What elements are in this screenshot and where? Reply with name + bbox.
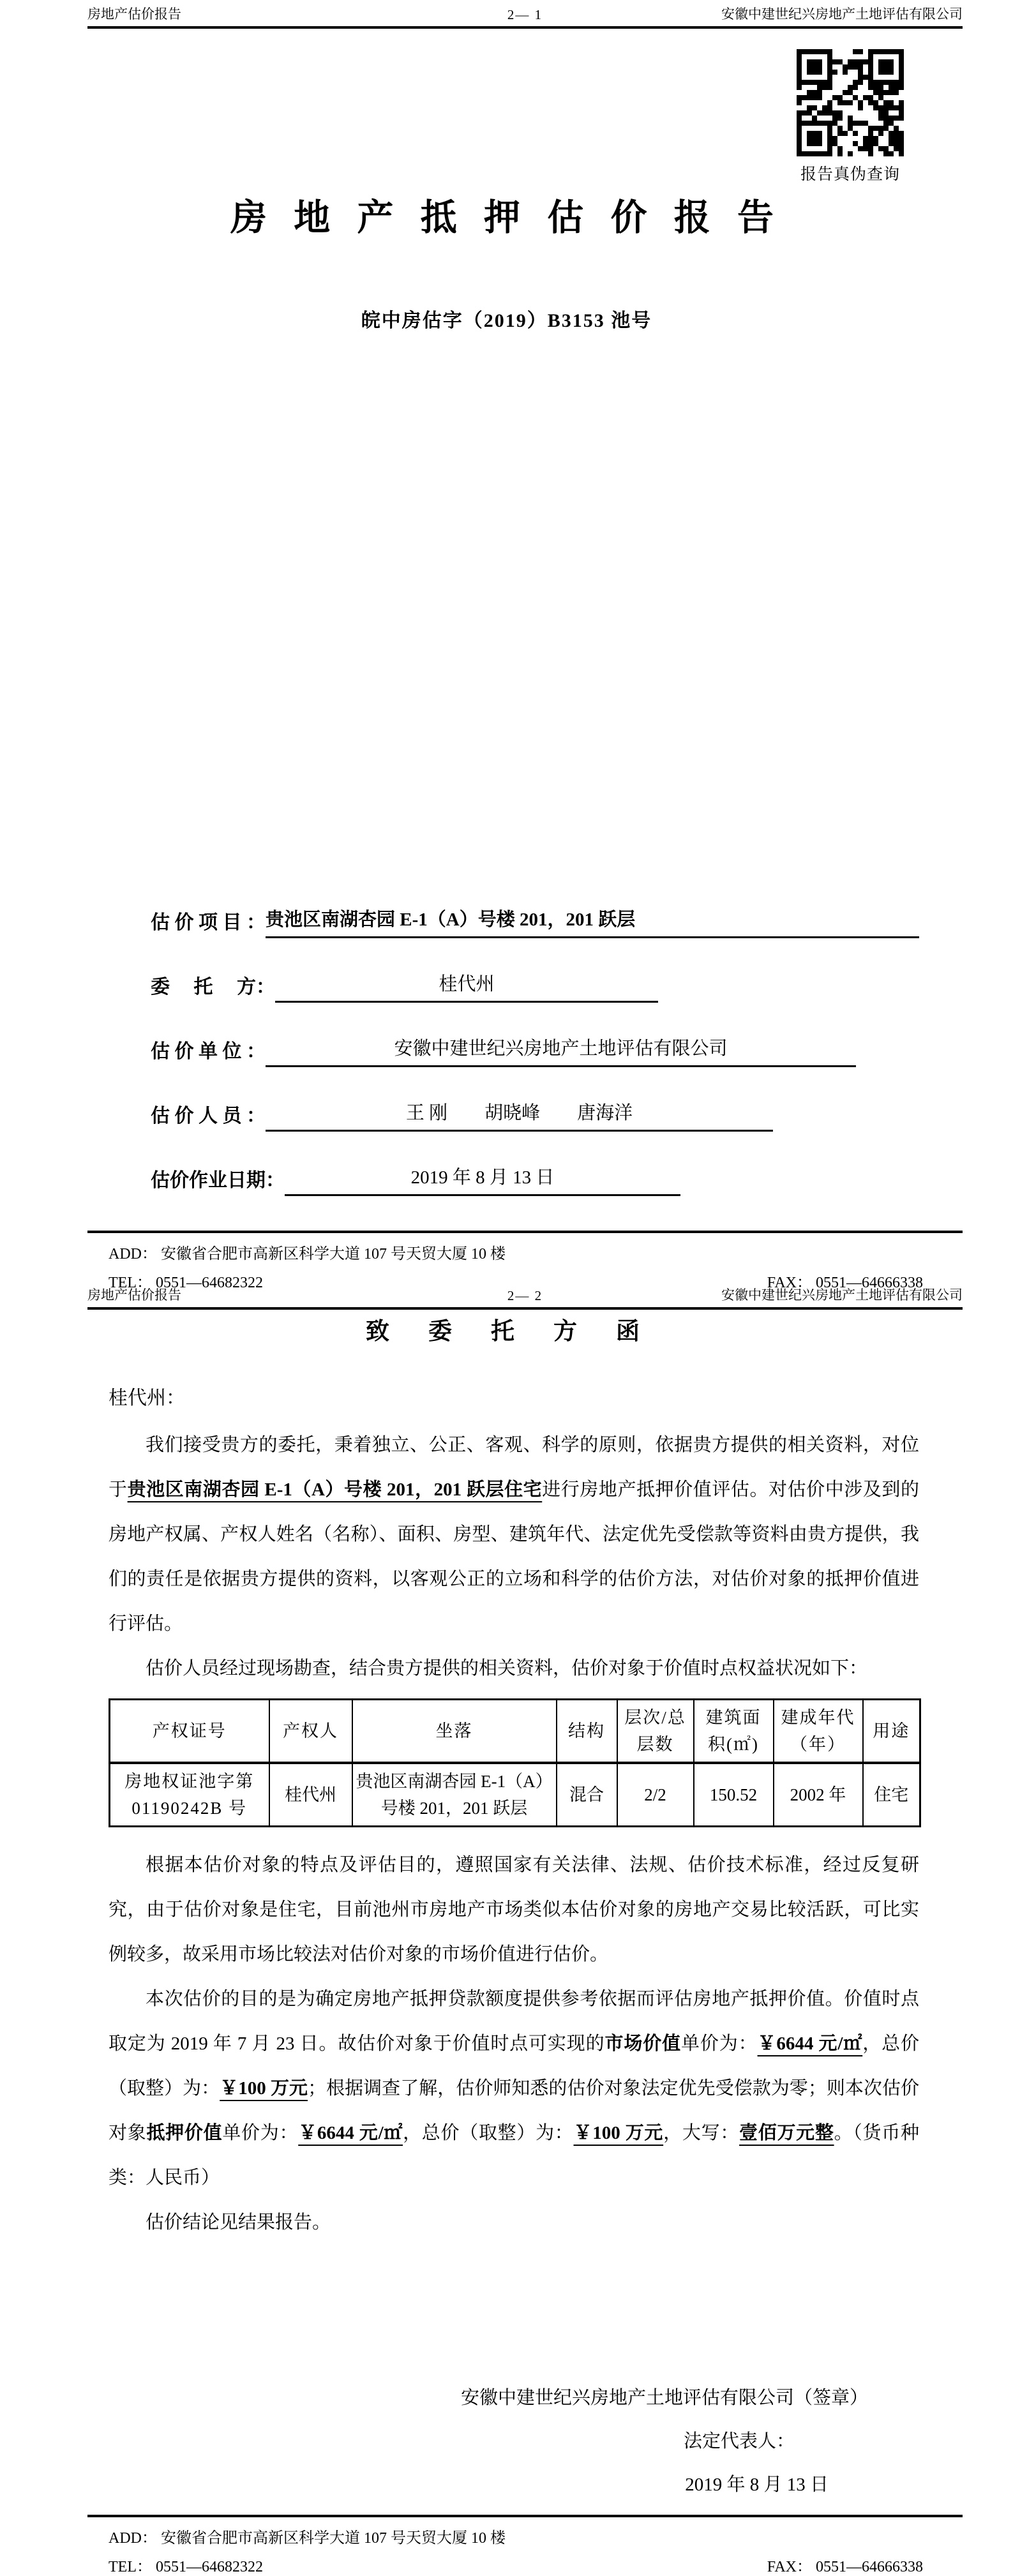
cover-fields [151, 874, 919, 1196]
page-footer [87, 2515, 963, 2576]
letter-body [109, 1423, 919, 2245]
cell-floor: 2/2 [617, 1763, 694, 1827]
cell-area: 150.52 [694, 1763, 774, 1827]
field-label: 估 价 人 员 ： [151, 1105, 266, 1127]
signature-legal-rep: 法定代表人： [683, 2431, 795, 2452]
cell-location: 贵池区南湖杏园 E-1（A）号楼 201，201 跃层 [352, 1763, 557, 1827]
header-doc-title: 房地产估价报告 [87, 1287, 181, 1303]
table-row [110, 1763, 920, 1827]
signature-company: 安徽中建世纪兴房地产土地评估有限公司（签章） [460, 2388, 868, 2408]
cell-cert-no: 房地权证池字第 01190242B 号 [110, 1763, 269, 1827]
salutation: 桂代州： [109, 1388, 185, 1409]
market-value-label: 市场价值 [604, 2033, 682, 2054]
qr-code-icon [797, 49, 904, 156]
market-unit-price: ￥6644 元/㎡ [757, 2033, 863, 2054]
header-company-name: 安徽中建世纪兴房地产土地评估有限公司 [721, 6, 963, 22]
field-agency [151, 1003, 919, 1067]
footer-tel: TEL： 0551—64682322 [109, 2559, 263, 2575]
total-price-in-words: 壹佰万元整 [739, 2123, 834, 2143]
page-header [87, 4, 963, 29]
paragraph-3: 根据本估价对象的特点及评估目的，遵照国家有关法律、法规、估价技术标准，经过反复研究，由于估价对象是住宅，目前池州市房地产市场类似本估价对象的房地产交易比较活跃，可比实例较多，故采用市场比较法对估价对象的市场价值进行估价。 [109, 1855, 919, 1965]
col-location: 坐落 [352, 1700, 557, 1764]
letter-title: 致 委 托 方 函 [366, 1319, 647, 1345]
col-cert-no: 产权证号 [110, 1700, 269, 1764]
field-label: 估 价 项 目 ： [151, 912, 266, 933]
col-floor: 层次/总层数 [617, 1700, 694, 1764]
report-number: 皖中房估字（2019）B3153 池号 [361, 310, 652, 331]
footer-fax: FAX： 0551—64666338 [767, 1275, 923, 1291]
paragraph-2: 估价人员经过现场勘查，结合贵方提供的相关资料，估价对象于价值时点权益状况如下： [146, 1658, 868, 1679]
field-value: 王 刚 胡晓峰 唐海洋 [266, 1098, 773, 1132]
paragraph-5: 估价结论见结果报告。 [146, 2212, 331, 2233]
field-label: 估 价 单 位 ： [151, 1041, 266, 1062]
mortgage-total-price: ￥100 万元 [573, 2123, 664, 2143]
field-client [151, 938, 919, 1003]
report-title: 房 地 产 抵 押 估 价 报 告 [230, 198, 783, 238]
field-value: 贵池区南湖杏园 E-1（A）号楼 201，201 跃层 [266, 905, 919, 938]
market-total-price: ￥100 万元 [220, 2078, 308, 2099]
subject-property-bold: 贵池区南湖杏园 E-1（A）号楼 201，201 跃层住宅 [127, 1479, 543, 1500]
paragraph-4: 本次估价的目的是为确定房地产抵押贷款额度提供参考依据而评估房地产抵押价值。价值时点取定为 2019 年 7 月 23 日。故估价对象于价值时点可实现的市场价值单价为：￥6644 元/㎡，总价（取整）为：￥100 万元；根据调查了解，估价师知悉的估价对象法定优先受偿款为零；则本次估价对象抵押价值单价为：￥6644 元/㎡，总价（取整）为：￥100 万元，大写：壹佰万元整。（货币种类：人民币） [109, 1989, 919, 2188]
field-value: 桂代州 [275, 970, 658, 1003]
footer-address: ADD： 安徽省合肥市高新区科学大道 107 号天贸大厦 10 楼 [109, 1246, 506, 1262]
mortgage-unit-price: ￥6644 元/㎡ [298, 2123, 403, 2143]
header-page-number: 2— 2 [507, 1288, 543, 1303]
cell-use: 住宅 [863, 1763, 920, 1827]
field-work-date [151, 1132, 919, 1196]
header-page-number: 2— 1 [507, 7, 543, 22]
letter-page [0, 1281, 1013, 2575]
col-structure: 结构 [557, 1700, 617, 1764]
mortgage-value-label: 抵押价值 [146, 2123, 223, 2143]
field-label: 委 托 方： [151, 977, 275, 998]
field-project [151, 874, 919, 938]
qr-block [790, 49, 911, 184]
header-company-name: 安徽中建世纪兴房地产土地评估有限公司 [721, 1287, 963, 1303]
footer-address: ADD： 安徽省合肥市高新区科学大道 107 号天贸大厦 10 楼 [109, 2530, 506, 2547]
header-doc-title: 房地产估价报告 [87, 6, 181, 22]
cell-year-built: 2002 年 [774, 1763, 863, 1827]
footer-fax: FAX： 0551—64666338 [767, 2559, 923, 2575]
col-area: 建筑面积(㎡) [694, 1700, 774, 1764]
col-owner: 产权人 [269, 1700, 352, 1764]
field-value: 安徽中建世纪兴房地产土地评估有限公司 [266, 1034, 856, 1067]
cell-structure: 混合 [557, 1763, 617, 1827]
field-value: 2019 年 8 月 13 日 [285, 1163, 680, 1196]
table-header-row [110, 1700, 920, 1764]
field-label: 估价作业日期： [151, 1170, 285, 1191]
signature-block [0, 2376, 1013, 2506]
qr-caption: 报告真伪查询 [800, 166, 900, 183]
col-use: 用途 [863, 1700, 920, 1764]
property-rights-table [109, 1698, 921, 1827]
footer-tel: TEL： 0551—64682322 [109, 1275, 263, 1291]
col-year-built: 建成年代（年） [774, 1700, 863, 1764]
field-appraisers [151, 1067, 919, 1132]
cell-owner: 桂代州 [269, 1763, 352, 1827]
paragraph-1: 我们接受贵方的委托，秉着独立、公正、客观、科学的原则，依据贵方提供的相关资料，对位于贵池区南湖杏园 E-1（A）号楼 201，201 跃层住宅进行房地产抵押价值评估。对估价中涉及到的房地产权属、产权人姓名（名称）、面积、房型、建筑年代、法定优先受偿款等资料由贵方提供，我们的责任是依据贵方提供的资料，以客观公正的立场和科学的估价方法，对估价对象的抵押价值进行评估。 [109, 1435, 919, 1634]
page-header [87, 1285, 963, 1310]
signature-date: 2019 年 8 月 13 日 [685, 2475, 829, 2495]
